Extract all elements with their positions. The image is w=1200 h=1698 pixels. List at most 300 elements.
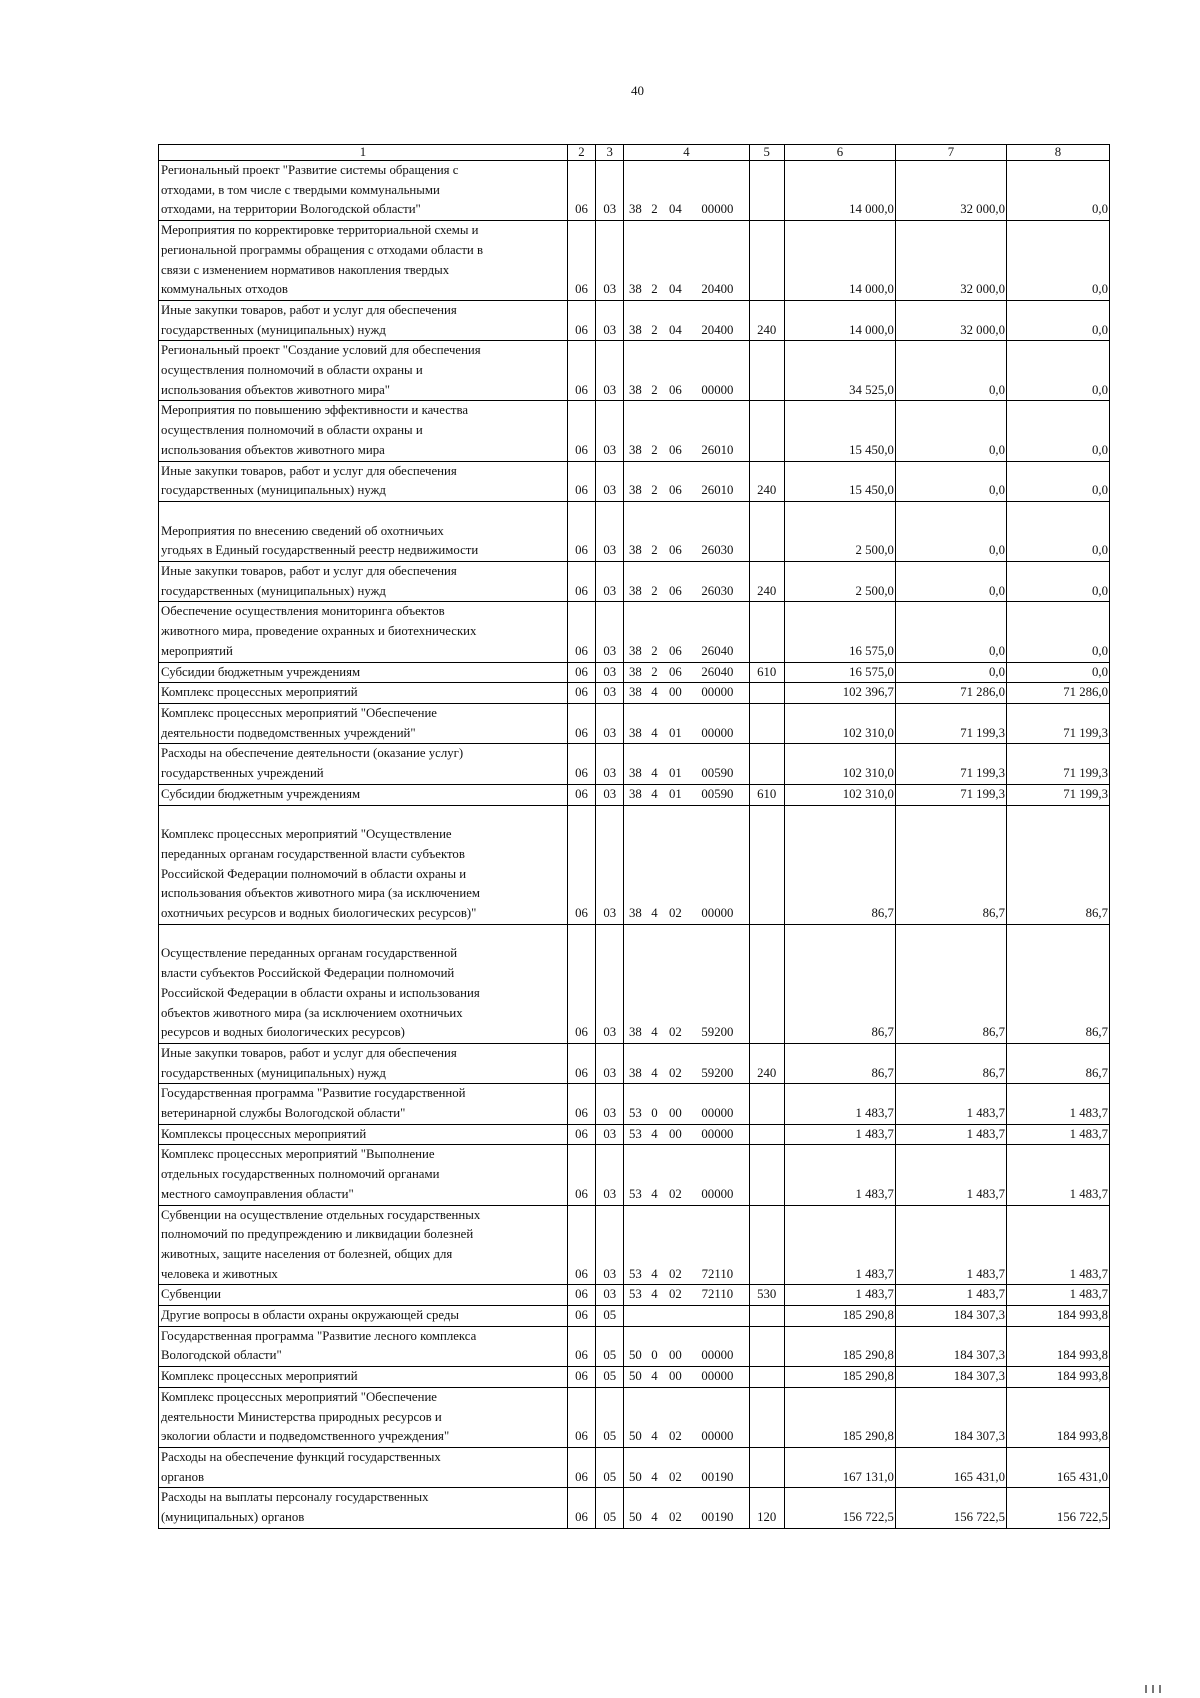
table-row — [159, 924, 1110, 1043]
target-article-part-4: 72110 — [701, 1287, 734, 1302]
expense-type-cell: 240 — [749, 562, 784, 602]
section-code-cell: 06 — [567, 1367, 595, 1388]
target-article-cell — [624, 1448, 749, 1488]
table-row — [159, 1043, 1110, 1083]
expense-type-cell — [749, 924, 784, 1043]
target-article-cell — [624, 1084, 749, 1124]
table-row — [159, 1367, 1110, 1388]
column-header-3: 3 — [596, 145, 624, 161]
amount-col8-cell: 71 199,3 — [1006, 703, 1109, 743]
section-code-cell: 06 — [567, 662, 595, 683]
target-article-part-2: 4 — [651, 1065, 658, 1080]
amount-col7-cell: 0,0 — [895, 602, 1006, 662]
target-article-part-2: 4 — [651, 766, 658, 781]
column-header-2: 2 — [567, 145, 595, 161]
subsection-code-cell: 03 — [596, 1285, 624, 1306]
target-article-part-1: 53 — [628, 1106, 642, 1121]
target-article-part-3: 00 — [668, 1348, 682, 1363]
row-name-cell: Расходы на выплаты персоналу государственных (муниципальных) органов — [159, 1488, 568, 1528]
table-row — [159, 744, 1110, 784]
column-header-1: 1 — [159, 145, 568, 161]
target-article-part-1: 38 — [628, 906, 642, 921]
section-code-cell: 06 — [567, 161, 595, 221]
section-code-cell: 06 — [567, 683, 595, 704]
target-article-part-3: 00 — [668, 1369, 682, 1384]
target-article-cell — [624, 703, 749, 743]
expense-type-cell — [749, 1084, 784, 1124]
target-article-part-2: 2 — [651, 282, 658, 297]
target-article-part-4: 26030 — [701, 583, 734, 598]
column-header-4: 4 — [624, 145, 749, 161]
amount-col7-cell: 0,0 — [895, 662, 1006, 683]
target-article-part-1: 50 — [628, 1429, 642, 1444]
row-name-cell: Субвенции — [159, 1285, 568, 1306]
amount-col6-cell: 16 575,0 — [784, 602, 895, 662]
target-article-part-3: 06 — [668, 442, 682, 457]
target-article-part-2: 2 — [651, 664, 658, 679]
amount-col7-cell: 1 483,7 — [895, 1124, 1006, 1145]
amount-col7-cell: 1 483,7 — [895, 1205, 1006, 1285]
amount-col7-cell: 32 000,0 — [895, 300, 1006, 340]
amount-col6-cell: 86,7 — [784, 924, 895, 1043]
target-article-part-2: 2 — [651, 483, 658, 498]
amount-col6-cell: 1 483,7 — [784, 1124, 895, 1145]
table-row — [159, 1084, 1110, 1124]
target-article-part-4: 26010 — [701, 442, 734, 457]
amount-col6-cell: 185 290,8 — [784, 1367, 895, 1388]
target-article-part-1: 38 — [628, 543, 642, 558]
target-article-part-2: 2 — [651, 583, 658, 598]
target-article-part-1: 38 — [628, 725, 642, 740]
subsection-code-cell: 03 — [596, 401, 624, 461]
row-name-cell: Расходы на обеспечение деятельности (оказание услуг) государственных учреждений — [159, 744, 568, 784]
target-article-part-1: 38 — [628, 583, 642, 598]
target-article-part-2: 2 — [651, 202, 658, 217]
expense-type-cell — [749, 221, 784, 301]
amount-col6-cell: 185 290,8 — [784, 1326, 895, 1366]
subsection-code-cell: 03 — [596, 161, 624, 221]
expense-type-cell — [749, 1448, 784, 1488]
amount-col8-cell: 71 286,0 — [1006, 683, 1109, 704]
section-code-cell: 06 — [567, 401, 595, 461]
row-name-cell: Иные закупки товаров, работ и услуг для обеспечения государственных (муниципальных) нужд — [159, 562, 568, 602]
subsection-code-cell: 03 — [596, 501, 624, 561]
target-article-part-3: 06 — [668, 664, 682, 679]
amount-col8-cell: 0,0 — [1006, 341, 1109, 401]
target-article-cell — [624, 1124, 749, 1145]
table-row — [159, 703, 1110, 743]
expense-type-cell — [749, 501, 784, 561]
amount-col8-cell: 184 993,8 — [1006, 1367, 1109, 1388]
amount-col6-cell: 185 290,8 — [784, 1306, 895, 1327]
table-row — [159, 221, 1110, 301]
table-row — [159, 300, 1110, 340]
section-code-cell: 06 — [567, 300, 595, 340]
target-article-cell — [624, 1367, 749, 1388]
table-row — [159, 1326, 1110, 1366]
amount-col7-cell: 71 199,3 — [895, 703, 1006, 743]
table-row — [159, 1306, 1110, 1327]
scan-mark — [1140, 1680, 1200, 1690]
section-code-cell: 06 — [567, 1145, 595, 1205]
target-article-part-1: 38 — [628, 766, 642, 781]
row-name-cell: Субсидии бюджетным учреждениям — [159, 784, 568, 805]
amount-col6-cell: 156 722,5 — [784, 1488, 895, 1528]
target-article-part-3: 04 — [668, 282, 682, 297]
budget-table — [158, 144, 1110, 1529]
table-row — [159, 341, 1110, 401]
amount-col7-cell: 165 431,0 — [895, 1448, 1006, 1488]
target-article-part-2: 0 — [651, 1106, 658, 1121]
row-name-cell: Мероприятия по повышению эффективности и качества осуществления полномочий в области охраны и использования объектов животного мира — [159, 401, 568, 461]
amount-col8-cell: 86,7 — [1006, 924, 1109, 1043]
subsection-code-cell: 03 — [596, 341, 624, 401]
expense-type-cell: 240 — [749, 1043, 784, 1083]
target-article-part-1: 38 — [628, 483, 642, 498]
target-article-part-1: 50 — [628, 1469, 642, 1484]
table-row — [159, 461, 1110, 501]
row-name-cell: Комплекс процессных мероприятий — [159, 1367, 568, 1388]
amount-col6-cell: 14 000,0 — [784, 221, 895, 301]
table-row — [159, 602, 1110, 662]
amount-col6-cell: 102 310,0 — [784, 703, 895, 743]
amount-col6-cell: 185 290,8 — [784, 1387, 895, 1447]
target-article-part-1: 38 — [628, 202, 642, 217]
section-code-cell: 06 — [567, 1488, 595, 1528]
subsection-code-cell: 05 — [596, 1306, 624, 1327]
amount-col8-cell: 71 199,3 — [1006, 744, 1109, 784]
amount-col6-cell: 34 525,0 — [784, 341, 895, 401]
column-header-5: 5 — [749, 145, 784, 161]
amount-col8-cell: 0,0 — [1006, 501, 1109, 561]
target-article-part-4: 00000 — [701, 685, 734, 700]
amount-col6-cell: 2 500,0 — [784, 501, 895, 561]
target-article-part-2: 4 — [651, 1287, 658, 1302]
row-name-cell: Региональный проект "Развитие системы обращения с отходами, в том числе с твердыми коммунальными отходами, на территории Вологодской области" — [159, 161, 568, 221]
target-article-part-4: 59200 — [701, 1025, 734, 1040]
subsection-code-cell: 03 — [596, 924, 624, 1043]
expense-type-cell — [749, 805, 784, 924]
expense-type-cell — [749, 1145, 784, 1205]
target-article-part-2: 4 — [651, 906, 658, 921]
amount-col7-cell: 86,7 — [895, 805, 1006, 924]
amount-col6-cell: 2 500,0 — [784, 562, 895, 602]
target-article-cell — [624, 602, 749, 662]
column-header-8: 8 — [1006, 145, 1109, 161]
row-name-cell: Комплексы процессных мероприятий — [159, 1124, 568, 1145]
target-article-cell — [624, 300, 749, 340]
expense-type-cell — [749, 1205, 784, 1285]
row-name-cell: Комплекс процессных мероприятий "Обеспечение деятельности подведомственных учреждений" — [159, 703, 568, 743]
target-article-part-4: 00000 — [701, 1126, 734, 1141]
section-code-cell: 06 — [567, 341, 595, 401]
amount-col8-cell: 1 483,7 — [1006, 1205, 1109, 1285]
target-article-part-4: 00190 — [701, 1510, 734, 1525]
subsection-code-cell: 05 — [596, 1488, 624, 1528]
amount-col8-cell: 0,0 — [1006, 221, 1109, 301]
target-article-part-3: 00 — [668, 1126, 682, 1141]
target-article-cell — [624, 1205, 749, 1285]
expense-type-cell — [749, 1326, 784, 1366]
amount-col7-cell: 184 307,3 — [895, 1326, 1006, 1366]
section-code-cell: 06 — [567, 805, 595, 924]
amount-col8-cell: 1 483,7 — [1006, 1285, 1109, 1306]
target-article-part-4: 00000 — [701, 202, 734, 217]
amount-col6-cell: 86,7 — [784, 1043, 895, 1083]
amount-col7-cell: 0,0 — [895, 562, 1006, 602]
target-article-cell — [624, 562, 749, 602]
table-row — [159, 1205, 1110, 1285]
amount-col6-cell: 15 450,0 — [784, 401, 895, 461]
target-article-part-1: 38 — [628, 442, 642, 457]
row-name-cell: Иные закупки товаров, работ и услуг для обеспечения государственных (муниципальных) нужд — [159, 1043, 568, 1083]
amount-col6-cell: 16 575,0 — [784, 662, 895, 683]
row-name-cell: Мероприятия по корректировке территориальной схемы и региональной программы обращения с отходами области в связи с изменением нормативов накопления твердых коммунальных отходов — [159, 221, 568, 301]
target-article-cell — [624, 1488, 749, 1528]
target-article-part-4: 26040 — [701, 643, 734, 658]
row-name-cell: Комплекс процессных мероприятий "Обеспечение деятельности Министерства природных ресурсов и экологии области и подведомственного учреждения" — [159, 1387, 568, 1447]
target-article-part-2: 4 — [651, 1510, 658, 1525]
target-article-part-4: 00000 — [701, 1429, 734, 1444]
amount-col8-cell: 0,0 — [1006, 602, 1109, 662]
section-code-cell: 06 — [567, 461, 595, 501]
table-row — [159, 805, 1110, 924]
row-name-cell: Комплекс процессных мероприятий "Осуществление переданных органам государственной власти субъектов Российской Федерации полномочий в области охраны и использования объектов животного мира (за исключением охотничьих ресурсов и водных биологических ресурсов)" — [159, 805, 568, 924]
section-code-cell: 06 — [567, 1124, 595, 1145]
subsection-code-cell: 03 — [596, 1145, 624, 1205]
target-article-part-2: 0 — [651, 1348, 658, 1363]
table-row — [159, 1285, 1110, 1306]
amount-col8-cell: 0,0 — [1006, 662, 1109, 683]
target-article-part-2: 4 — [651, 1266, 658, 1281]
amount-col6-cell: 1 483,7 — [784, 1285, 895, 1306]
section-code-cell: 06 — [567, 784, 595, 805]
expense-type-cell — [749, 703, 784, 743]
target-article-cell — [624, 805, 749, 924]
table-row — [159, 1124, 1110, 1145]
expense-type-cell — [749, 744, 784, 784]
section-code-cell: 06 — [567, 1285, 595, 1306]
subsection-code-cell: 03 — [596, 744, 624, 784]
target-article-cell — [624, 161, 749, 221]
amount-col7-cell: 184 307,3 — [895, 1306, 1006, 1327]
target-article-part-1: 38 — [628, 664, 642, 679]
table-row — [159, 161, 1110, 221]
target-article-part-4: 00000 — [701, 725, 734, 740]
table-row — [159, 1387, 1110, 1447]
subsection-code-cell: 03 — [596, 683, 624, 704]
row-name-cell: Другие вопросы в области охраны окружающей среды — [159, 1306, 568, 1327]
target-article-part-1: 50 — [628, 1348, 642, 1363]
section-code-cell: 06 — [567, 1043, 595, 1083]
expense-type-cell — [749, 602, 784, 662]
target-article-part-1: 38 — [628, 282, 642, 297]
section-code-cell: 06 — [567, 1306, 595, 1327]
amount-col8-cell: 184 993,8 — [1006, 1326, 1109, 1366]
table-row — [159, 683, 1110, 704]
amount-col6-cell: 86,7 — [784, 805, 895, 924]
target-article-part-3: 01 — [668, 786, 682, 801]
row-name-cell: Расходы на обеспечение функций государственных органов — [159, 1448, 568, 1488]
page-number: 40 — [631, 83, 644, 98]
amount-col6-cell: 1 483,7 — [784, 1205, 895, 1285]
table-row — [159, 662, 1110, 683]
section-code-cell: 06 — [567, 501, 595, 561]
target-article-part-1: 53 — [628, 1126, 642, 1141]
amount-col7-cell: 1 483,7 — [895, 1145, 1006, 1205]
target-article-part-1: 38 — [628, 786, 642, 801]
table-row — [159, 784, 1110, 805]
target-article-part-1: 38 — [628, 322, 642, 337]
target-article-cell — [624, 1043, 749, 1083]
target-article-cell — [624, 924, 749, 1043]
amount-col6-cell: 14 000,0 — [784, 161, 895, 221]
table-row — [159, 1145, 1110, 1205]
table-row — [159, 401, 1110, 461]
target-article-part-2: 4 — [651, 1429, 658, 1444]
subsection-code-cell: 03 — [596, 1043, 624, 1083]
subsection-code-cell: 03 — [596, 784, 624, 805]
subsection-code-cell: 03 — [596, 805, 624, 924]
target-article-cell — [624, 662, 749, 683]
subsection-code-cell: 03 — [596, 1084, 624, 1124]
target-article-part-2: 2 — [651, 442, 658, 457]
expense-type-cell: 610 — [749, 784, 784, 805]
amount-col7-cell: 1 483,7 — [895, 1084, 1006, 1124]
amount-col7-cell: 71 199,3 — [895, 744, 1006, 784]
table-row — [159, 1448, 1110, 1488]
amount-col7-cell: 0,0 — [895, 401, 1006, 461]
target-article-part-1: 50 — [628, 1369, 642, 1384]
row-name-cell: Государственная программа "Развитие лесного комплекса Вологодской области" — [159, 1326, 568, 1366]
target-article-cell — [624, 1387, 749, 1447]
target-article-part-3: 02 — [668, 1510, 682, 1525]
target-article-part-2: 2 — [651, 543, 658, 558]
row-name-cell: Субвенции на осуществление отдельных государственных полномочий по предупреждению и ликвидации болезней животных, защите населения от болезней, общих для человека и животных — [159, 1205, 568, 1285]
section-code-cell: 06 — [567, 1448, 595, 1488]
target-article-part-4: 00000 — [701, 1106, 734, 1121]
expense-type-cell: 610 — [749, 662, 784, 683]
amount-col6-cell: 102 396,7 — [784, 683, 895, 704]
row-name-cell: Комплекс процессных мероприятий "Выполнение отдельных государственных полномочий органами местного самоуправления области" — [159, 1145, 568, 1205]
table-row — [159, 1488, 1110, 1528]
subsection-code-cell: 03 — [596, 1205, 624, 1285]
target-article-cell — [624, 401, 749, 461]
amount-col7-cell: 184 307,3 — [895, 1387, 1006, 1447]
target-article-part-4: 72110 — [701, 1266, 734, 1281]
target-article-part-1: 38 — [628, 643, 642, 658]
table-row — [159, 501, 1110, 561]
subsection-code-cell: 03 — [596, 221, 624, 301]
subsection-code-cell: 03 — [596, 662, 624, 683]
section-code-cell: 06 — [567, 562, 595, 602]
target-article-cell — [624, 1326, 749, 1366]
target-article-part-3: 02 — [668, 1186, 682, 1201]
row-name-cell: Осуществление переданных органам государственной власти субъектов Российской Федерации полномочий Российской Федерации в области охраны и использования объектов животного мира (за исключением охотничьих ресурсов и водных биологических ресурсов) — [159, 924, 568, 1043]
expense-type-cell: 240 — [749, 461, 784, 501]
subsection-code-cell: 05 — [596, 1387, 624, 1447]
amount-col8-cell: 184 993,8 — [1006, 1306, 1109, 1327]
target-article-part-2: 4 — [651, 1369, 658, 1384]
target-article-part-2: 4 — [651, 1469, 658, 1484]
target-article-part-4: 00000 — [701, 382, 734, 397]
amount-col7-cell: 0,0 — [895, 461, 1006, 501]
amount-col8-cell: 156 722,5 — [1006, 1488, 1109, 1528]
expense-type-cell — [749, 1306, 784, 1327]
row-name-cell: Региональный проект "Создание условий для обеспечения осуществления полномочий в области охраны и использования объектов животного мира" — [159, 341, 568, 401]
target-article-part-4: 26040 — [701, 664, 734, 679]
amount-col6-cell: 1 483,7 — [784, 1084, 895, 1124]
section-code-cell: 06 — [567, 1084, 595, 1124]
target-article-cell — [624, 1306, 749, 1327]
expense-type-cell — [749, 341, 784, 401]
amount-col7-cell: 71 286,0 — [895, 683, 1006, 704]
target-article-cell — [624, 341, 749, 401]
target-article-part-4: 00000 — [701, 1186, 734, 1201]
target-article-part-3: 06 — [668, 382, 682, 397]
target-article-part-2: 4 — [651, 1186, 658, 1201]
amount-col6-cell: 167 131,0 — [784, 1448, 895, 1488]
target-article-part-1: 53 — [628, 1266, 642, 1281]
subsection-code-cell: 03 — [596, 562, 624, 602]
target-article-part-2: 4 — [651, 725, 658, 740]
amount-col8-cell: 0,0 — [1006, 161, 1109, 221]
section-code-cell: 06 — [567, 221, 595, 301]
subsection-code-cell: 03 — [596, 1124, 624, 1145]
column-header-7: 7 — [895, 145, 1006, 161]
amount-col7-cell: 86,7 — [895, 1043, 1006, 1083]
amount-col7-cell: 0,0 — [895, 341, 1006, 401]
section-code-cell: 06 — [567, 1205, 595, 1285]
target-article-part-3: 06 — [668, 543, 682, 558]
target-article-part-3: 02 — [668, 1065, 682, 1080]
target-article-part-3: 02 — [668, 1025, 682, 1040]
target-article-cell — [624, 221, 749, 301]
expense-type-cell — [749, 1387, 784, 1447]
target-article-part-4: 20400 — [701, 322, 734, 337]
target-article-part-4: 00590 — [701, 766, 734, 781]
column-header-6: 6 — [784, 145, 895, 161]
amount-col8-cell: 0,0 — [1006, 401, 1109, 461]
target-article-part-2: 4 — [651, 786, 658, 801]
section-code-cell: 06 — [567, 1326, 595, 1366]
target-article-part-3: 02 — [668, 1266, 682, 1281]
target-article-part-3: 01 — [668, 725, 682, 740]
amount-col8-cell: 165 431,0 — [1006, 1448, 1109, 1488]
amount-col6-cell: 14 000,0 — [784, 300, 895, 340]
target-article-cell — [624, 501, 749, 561]
amount-col6-cell: 102 310,0 — [784, 744, 895, 784]
row-name-cell: Комплекс процессных мероприятий — [159, 683, 568, 704]
target-article-part-2: 4 — [651, 1126, 658, 1141]
amount-col7-cell: 86,7 — [895, 924, 1006, 1043]
target-article-part-3: 06 — [668, 643, 682, 658]
target-article-cell — [624, 1285, 749, 1306]
expense-type-cell — [749, 1124, 784, 1145]
expense-type-cell — [749, 401, 784, 461]
amount-col8-cell: 1 483,7 — [1006, 1124, 1109, 1145]
subsection-code-cell: 03 — [596, 300, 624, 340]
amount-col7-cell: 32 000,0 — [895, 221, 1006, 301]
amount-col7-cell: 1 483,7 — [895, 1285, 1006, 1306]
target-article-part-4: 00000 — [701, 906, 734, 921]
amount-col8-cell: 0,0 — [1006, 461, 1109, 501]
amount-col7-cell: 32 000,0 — [895, 161, 1006, 221]
target-article-part-1: 53 — [628, 1287, 642, 1302]
target-article-part-3: 06 — [668, 583, 682, 598]
target-article-part-1: 53 — [628, 1186, 642, 1201]
row-name-cell: Мероприятия по внесению сведений об охотничьих угодьях в Единый государственный реестр недвижимости — [159, 501, 568, 561]
